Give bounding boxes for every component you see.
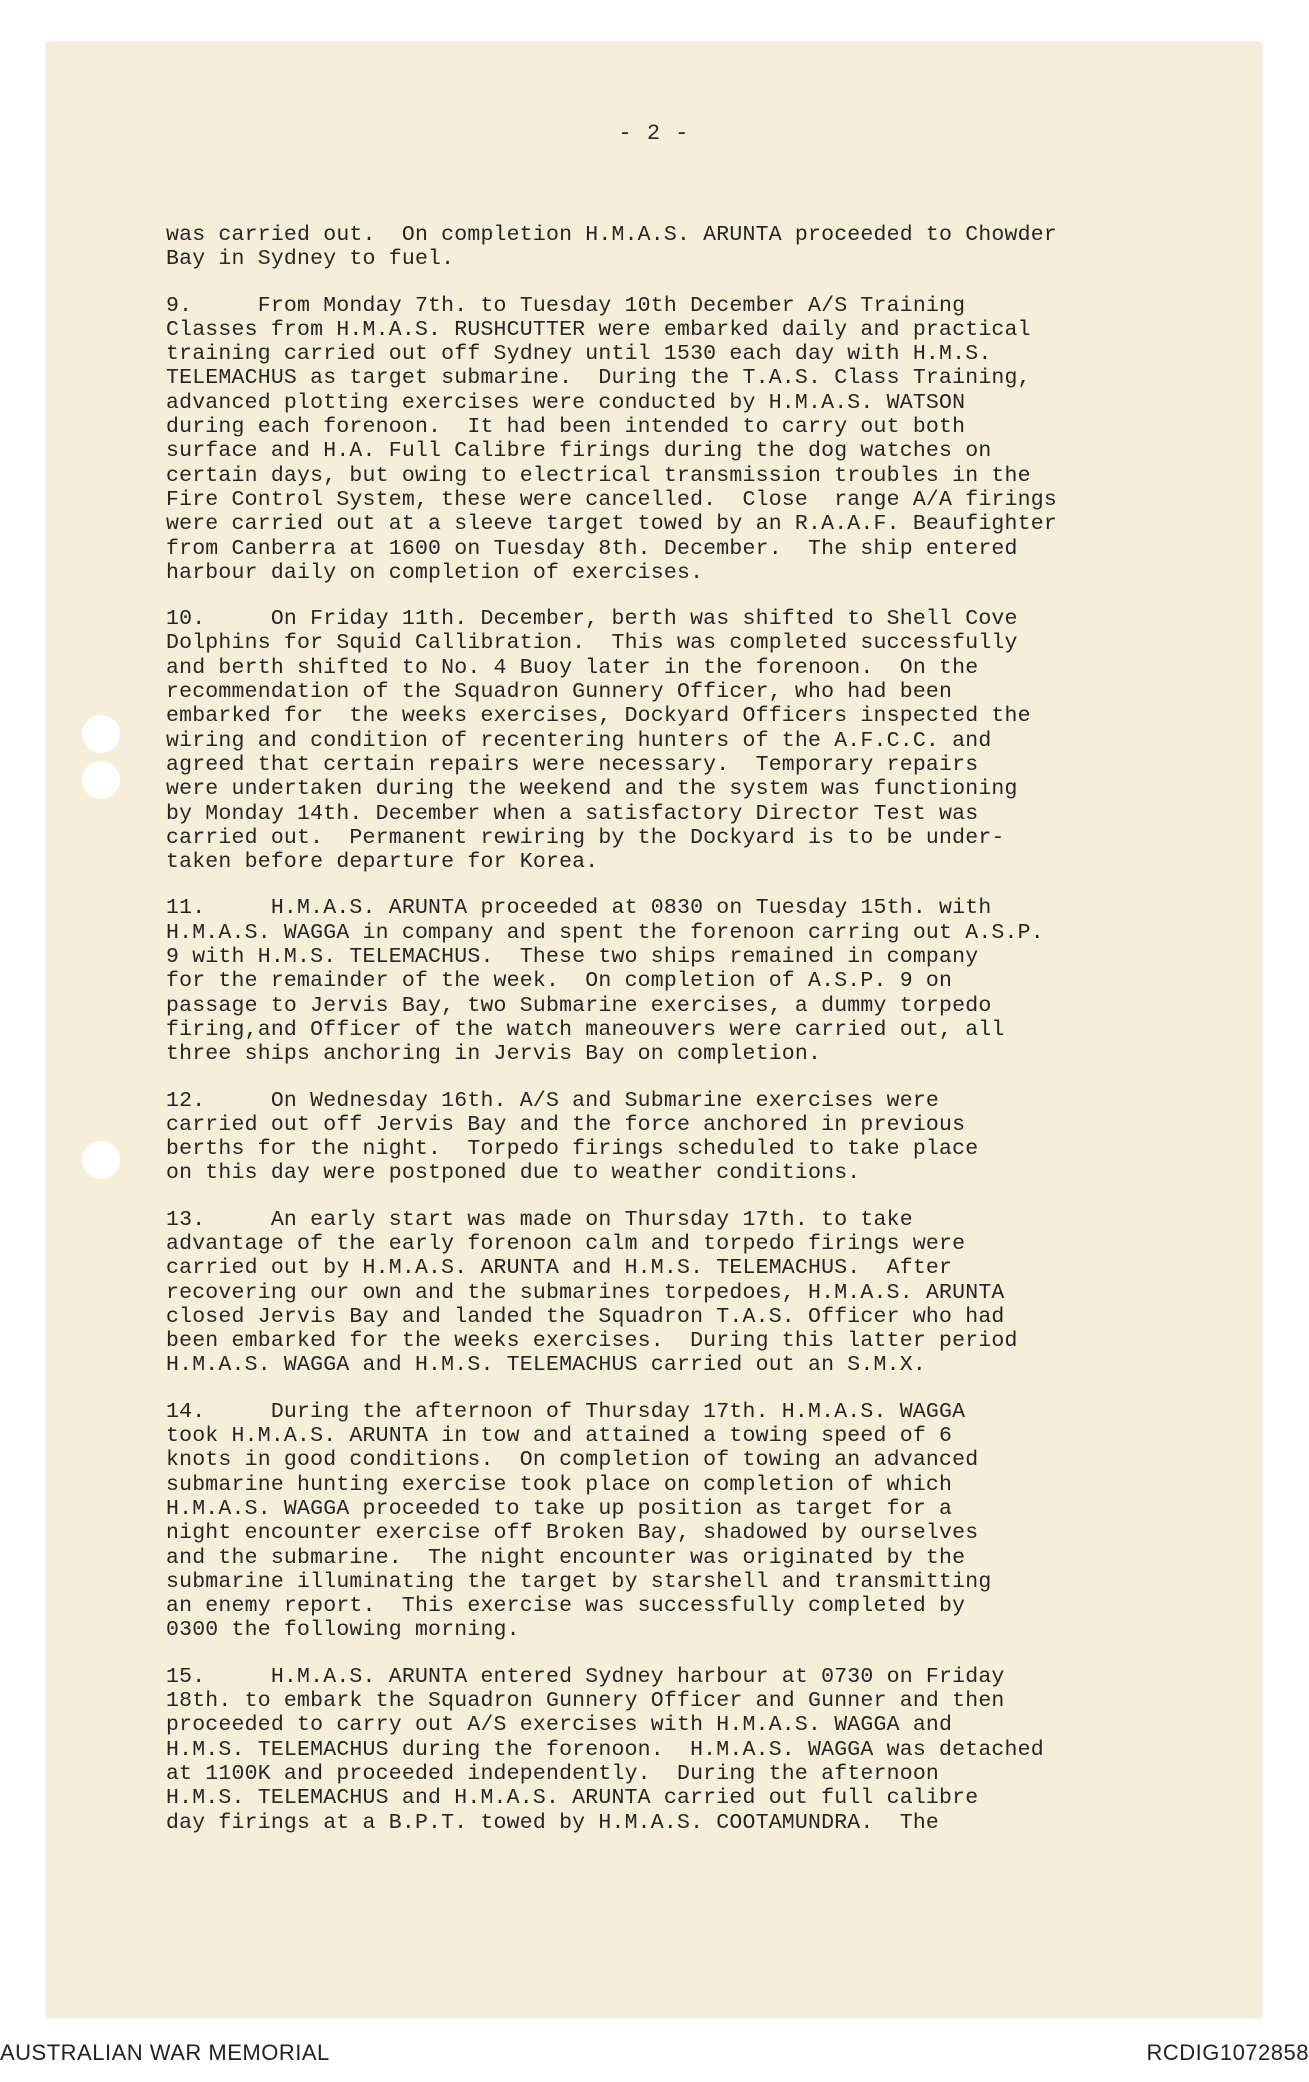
text-line: berths for the night. Torpedo firings scheduled to take place <box>166 1137 979 1162</box>
text-line: for the remainder of the week. On completion of A.S.P. 9 on <box>166 969 953 994</box>
text-line: at 1100K and proceeded independently. During the afternoon <box>166 1761 940 1786</box>
text-line: 15. H.M.A.S. ARUNTA entered Sydney harbour at 0730 on Friday <box>166 1664 1005 1689</box>
footer-archive-name: AUSTRALIAN WAR MEMORIAL <box>0 2040 330 2065</box>
text-line: Dolphins for Squid Callibration. This was completed successfully <box>166 631 1018 656</box>
text-line: from Canberra at 1600 on Tuesday 8th. December. The ship entered <box>166 536 1018 561</box>
text-line: firing,and Officer of the watch maneouvers were carried out, all <box>166 1017 1005 1042</box>
text-line: 10. On Friday 11th. December, berth was shifted to Shell Cove <box>166 607 1018 632</box>
paragraph <box>166 607 1226 874</box>
paragraph <box>166 1208 1226 1378</box>
text-line: was carried out. On completion H.M.A.S. ARUNTA proceeded to Chowder <box>166 223 1057 247</box>
text-line: carried out. Permanent rewiring by the Dockyard is to be under- <box>166 825 1005 850</box>
text-line: H.M.A.S. WAGGA in company and spent the forenoon carring out A.S.P. <box>166 920 1044 945</box>
text-line: an enemy report. This exercise was successfully completed by <box>166 1594 966 1619</box>
text-line: by Monday 14th. December when a satisfactory Director Test was <box>166 801 979 826</box>
paragraph <box>166 896 1226 1066</box>
document-body <box>166 223 1226 1857</box>
paragraph <box>166 294 1226 586</box>
text-line: submarine illuminating the target by starshell and transmitting <box>166 1569 992 1594</box>
paragraph <box>166 223 1226 272</box>
text-line: night encounter exercise off Broken Bay, shadowed by ourselves <box>166 1521 979 1546</box>
text-line: advanced plotting exercises were conducted by H.M.A.S. WATSON <box>166 390 966 415</box>
text-line: day firings at a B.P.T. towed by H.M.A.S. COOTAMUNDRA. The <box>166 1810 940 1835</box>
text-line: Classes from H.M.A.S. RUSHCUTTER were embarked daily and practical <box>166 317 1031 342</box>
text-line: passage to Jervis Bay, two Submarine exercises, a dummy torpedo <box>166 993 992 1018</box>
text-line: 9. From Monday 7th. to Tuesday 10th December A/S Training <box>166 293 966 318</box>
text-line: 18th. to embark the Squadron Gunnery Officer and Gunner and then <box>166 1689 1005 1714</box>
text-line: during each forenoon. It had been intended to carry out both <box>166 415 966 440</box>
text-line: certain days, but owing to electrical transmission troubles in the <box>166 463 1031 488</box>
text-line: closed Jervis Bay and landed the Squadron T.A.S. Officer who had <box>166 1304 1005 1329</box>
text-line: recommendation of the Squadron Gunnery Officer, who had been <box>166 680 953 705</box>
text-line: 0300 the following morning. <box>166 1618 520 1643</box>
punch-hole-bottom <box>82 1141 120 1179</box>
text-line: TELEMACHUS as target submarine. During the T.A.S. Class Training, <box>166 366 1031 391</box>
text-line: training carried out off Sydney until 1530 each day with H.M.S. <box>166 342 992 367</box>
text-line: H.M.S. TELEMACHUS and H.M.A.S. ARUNTA carried out full calibre <box>166 1786 979 1811</box>
text-line: H.M.S. TELEMACHUS during the forenoon. H.M.A.S. WAGGA was detached <box>166 1737 1044 1762</box>
page-number: - 2 - <box>618 121 690 146</box>
text-line: three ships anchoring in Jervis Bay on completion. <box>166 1042 822 1067</box>
text-line: H.M.A.S. WAGGA proceeded to take up position as target for a <box>166 1496 953 1521</box>
text-line: and berth shifted to No. 4 Buoy later in the forenoon. On the <box>166 655 979 680</box>
text-line: 14. During the afternoon of Thursday 17th. H.M.A.S. WAGGA <box>166 1399 966 1424</box>
text-line: recovering our own and the submarines torpedoes, H.M.A.S. ARUNTA <box>166 1280 1005 1305</box>
text-line: were undertaken during the weekend and the system was functioning <box>166 777 1018 802</box>
text-line: proceeded to carry out A/S exercises with H.M.A.S. WAGGA and <box>166 1713 953 1738</box>
text-line: agreed that certain repairs were necessary. Temporary repairs <box>166 752 979 777</box>
text-line: took H.M.A.S. ARUNTA in tow and attained a towing speed of 6 <box>166 1424 953 1449</box>
punch-hole-middle <box>82 761 120 799</box>
punch-hole-top <box>82 715 120 753</box>
text-line: embarked for the weeks exercises, Dockyard Officers inspected the <box>166 704 1031 729</box>
text-line: Fire Control System, these were cancelled. Close range A/A firings <box>166 487 1057 512</box>
text-line: knots in good conditions. On completion of towing an advanced <box>166 1448 979 1473</box>
text-line: carried out off Jervis Bay and the force anchored in previous <box>166 1112 966 1137</box>
text-line: submarine hunting exercise took place on completion of which <box>166 1472 953 1497</box>
paragraph <box>166 1089 1226 1186</box>
text-line: 13. An early start was made on Thursday 17th. to take <box>166 1207 913 1232</box>
text-line: surface and H.A. Full Calibre firings during the dog watches on <box>166 439 992 464</box>
text-line: H.M.A.S. WAGGA and H.M.S. TELEMACHUS carried out an S.M.X. <box>166 1353 926 1378</box>
text-line: carried out by H.M.A.S. ARUNTA and H.M.S. TELEMACHUS. After <box>166 1256 953 1281</box>
text-line: 11. H.M.A.S. ARUNTA proceeded at 0830 on Tuesday 15th. with <box>166 896 992 921</box>
text-line: Bay in Sydney to fuel. <box>166 247 455 272</box>
footer-record-id: RCDIG1072858 <box>1146 2040 1309 2065</box>
text-line: taken before departure for Korea. <box>166 850 599 875</box>
text-line: on this day were postponed due to weather conditions. <box>166 1161 861 1186</box>
text-line: advantage of the early forenoon calm and torpedo firings were <box>166 1231 966 1256</box>
paragraph <box>166 1665 1226 1835</box>
text-line: 9 with H.M.S. TELEMACHUS. These two ships remained in company <box>166 945 979 970</box>
text-line: harbour daily on completion of exercises. <box>166 560 704 585</box>
text-line: were carried out at a sleeve target towed by an R.A.A.F. Beaufighter <box>166 512 1057 537</box>
text-line: wiring and condition of recentering hunters of the A.F.C.C. and <box>166 728 992 753</box>
text-line: 12. On Wednesday 16th. A/S and Submarine exercises were <box>166 1088 940 1113</box>
paragraph <box>166 1400 1226 1643</box>
document-page <box>47 43 1261 2017</box>
text-line: and the submarine. The night encounter was originated by the <box>166 1545 966 1570</box>
text-line: been embarked for the weeks exercises. During this latter period <box>166 1329 1018 1354</box>
